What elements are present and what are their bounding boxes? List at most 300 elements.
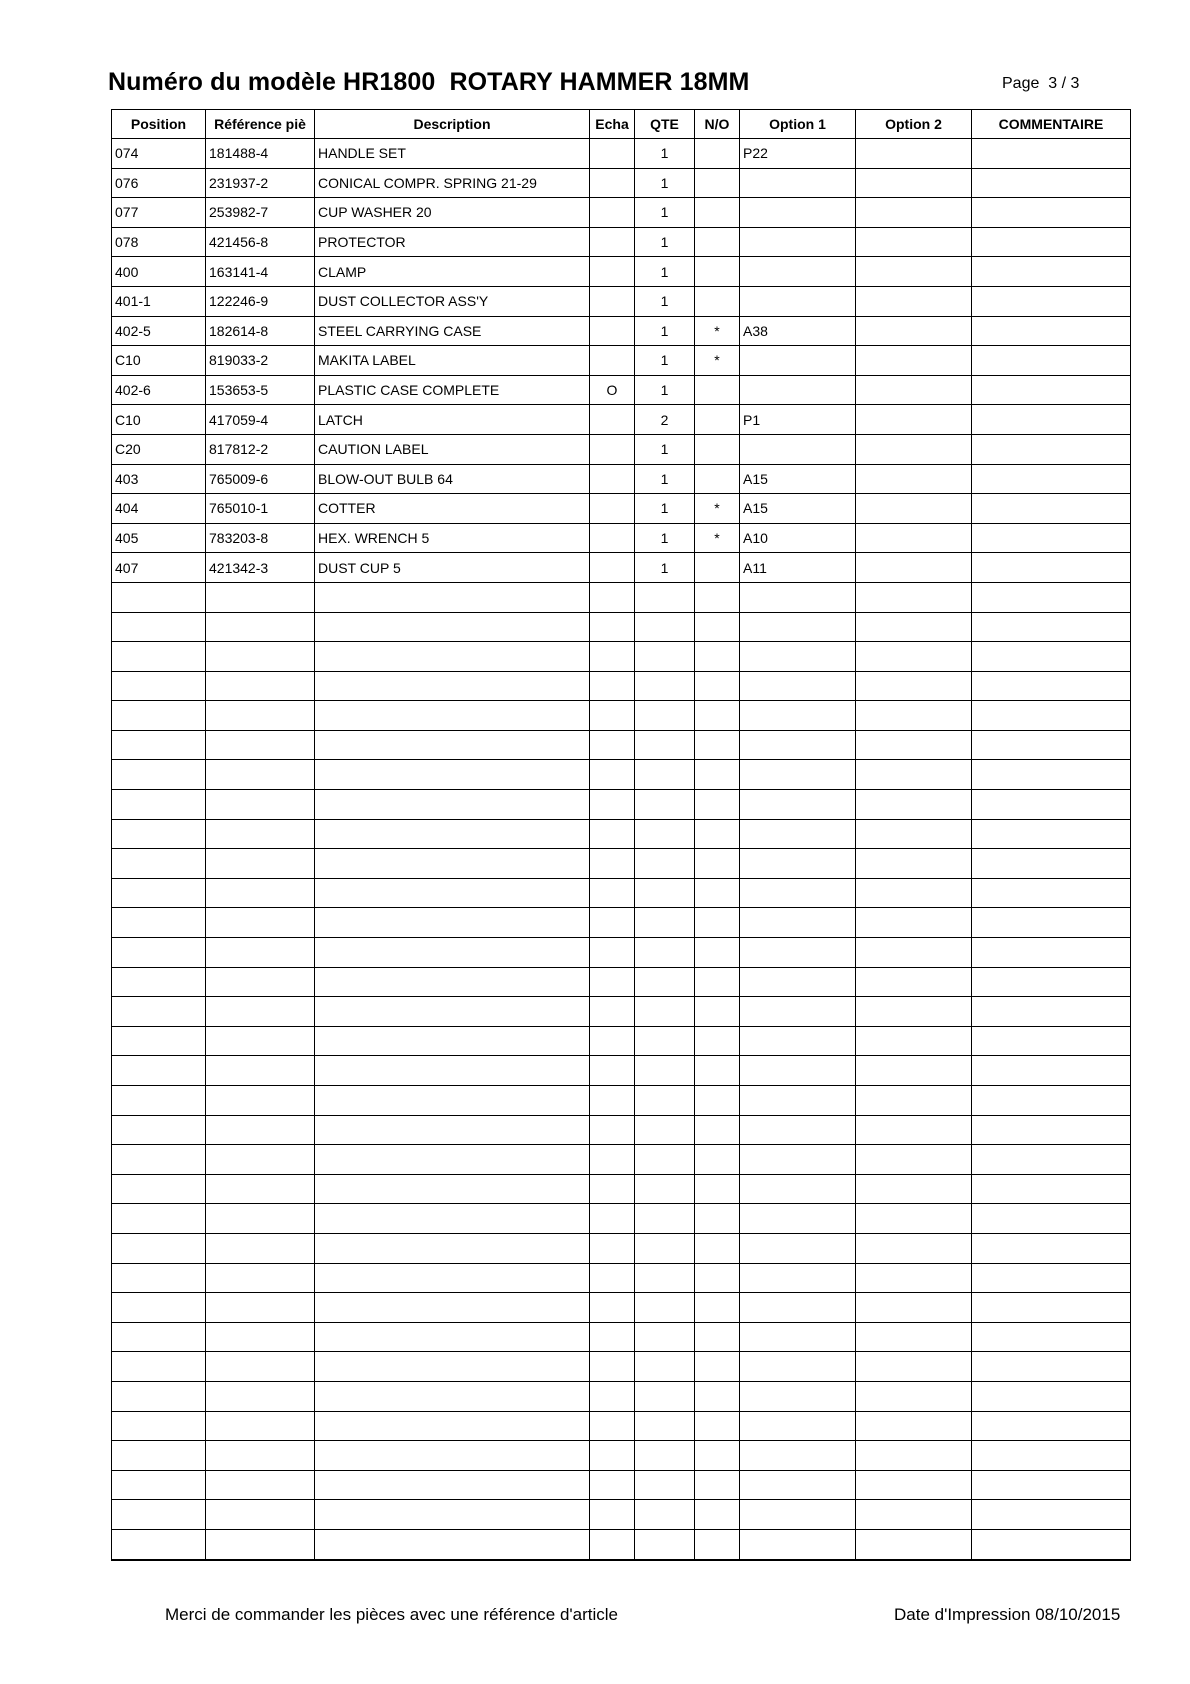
cell-echange (590, 1441, 635, 1471)
cell-echange (590, 1174, 635, 1204)
cell-echange (590, 1381, 635, 1411)
cell-position (112, 790, 206, 820)
cell-position: C20 (112, 434, 206, 464)
cell-no (695, 1293, 740, 1323)
column-header-option1: Option 1 (740, 110, 856, 139)
cell-reference: 819033-2 (206, 346, 315, 376)
cell-echange (590, 139, 635, 169)
cell-commentaire (972, 760, 1131, 790)
cell-description: MAKITA LABEL (315, 346, 590, 376)
cell-qte (635, 701, 695, 731)
cell-qte (635, 1529, 695, 1559)
empty-table-row (112, 1263, 1131, 1293)
cell-option1: P1 (740, 405, 856, 435)
cell-qte: 1 (635, 346, 695, 376)
table-row (112, 316, 1131, 346)
column-header-qte: QTE (635, 110, 695, 139)
cell-commentaire (972, 405, 1131, 435)
cell-no (695, 1352, 740, 1382)
cell-no (695, 701, 740, 731)
cell-reference (206, 760, 315, 790)
cell-reference: 765010-1 (206, 494, 315, 524)
cell-qte (635, 1115, 695, 1145)
cell-commentaire (972, 523, 1131, 553)
cell-echange (590, 434, 635, 464)
cell-qte (635, 878, 695, 908)
cell-position (112, 1470, 206, 1500)
cell-position (112, 1204, 206, 1234)
cell-option2 (856, 257, 972, 287)
cell-description (315, 760, 590, 790)
cell-commentaire (972, 1352, 1131, 1382)
cell-commentaire (972, 1026, 1131, 1056)
cell-option1 (740, 1529, 856, 1559)
cell-no (695, 938, 740, 968)
cell-qte (635, 582, 695, 612)
cell-no (695, 1500, 740, 1530)
cell-no (695, 1263, 740, 1293)
cell-option2 (856, 1263, 972, 1293)
cell-qte: 1 (635, 494, 695, 524)
cell-qte (635, 1145, 695, 1175)
cell-description (315, 1086, 590, 1116)
empty-table-row (112, 1026, 1131, 1056)
cell-option2 (856, 1086, 972, 1116)
cell-option2 (856, 1322, 972, 1352)
table-row (112, 553, 1131, 583)
cell-position (112, 1411, 206, 1441)
cell-reference: 122246-9 (206, 286, 315, 316)
cell-option2 (856, 1115, 972, 1145)
cell-description: COTTER (315, 494, 590, 524)
empty-table-row (112, 1352, 1131, 1382)
cell-no (695, 1174, 740, 1204)
empty-table-row (112, 1411, 1131, 1441)
cell-commentaire (972, 1293, 1131, 1323)
cell-no (695, 642, 740, 672)
page-number: Page 3 / 3 (1002, 75, 1080, 92)
cell-echange (590, 257, 635, 287)
cell-reference (206, 1056, 315, 1086)
cell-option1 (740, 1204, 856, 1234)
cell-echange (590, 1470, 635, 1500)
cell-no (695, 464, 740, 494)
cell-option1 (740, 938, 856, 968)
empty-table-row (112, 730, 1131, 760)
cell-qte: 1 (635, 523, 695, 553)
cell-reference (206, 730, 315, 760)
cell-commentaire (972, 1145, 1131, 1175)
cell-position (112, 1086, 206, 1116)
cell-echange (590, 1500, 635, 1530)
cell-no (695, 1441, 740, 1471)
cell-position: C10 (112, 346, 206, 376)
cell-reference (206, 1441, 315, 1471)
cell-description (315, 819, 590, 849)
cell-description (315, 1441, 590, 1471)
cell-no (695, 997, 740, 1027)
cell-commentaire (972, 464, 1131, 494)
cell-reference: 421456-8 (206, 227, 315, 257)
table-row (112, 168, 1131, 198)
cell-position: 400 (112, 257, 206, 287)
cell-reference (206, 1204, 315, 1234)
cell-echange (590, 198, 635, 228)
empty-table-row (112, 938, 1131, 968)
cell-no (695, 582, 740, 612)
cell-echange (590, 1145, 635, 1175)
cell-description (315, 1115, 590, 1145)
cell-qte (635, 1026, 695, 1056)
table-row (112, 286, 1131, 316)
column-header-echange: Echa (590, 110, 635, 139)
cell-no (695, 1322, 740, 1352)
cell-option1: P22 (740, 139, 856, 169)
column-header-description: Description (315, 110, 590, 139)
cell-option2 (856, 434, 972, 464)
cell-option2 (856, 582, 972, 612)
cell-commentaire (972, 434, 1131, 464)
cell-option1 (740, 760, 856, 790)
cell-option2 (856, 553, 972, 583)
cell-reference (206, 1381, 315, 1411)
cell-position (112, 849, 206, 879)
cell-qte: 1 (635, 198, 695, 228)
cell-option2 (856, 701, 972, 731)
cell-position (112, 1352, 206, 1382)
cell-option2 (856, 1233, 972, 1263)
cell-echange (590, 790, 635, 820)
cell-echange (590, 464, 635, 494)
cell-description (315, 1204, 590, 1234)
cell-description (315, 1026, 590, 1056)
cell-echange (590, 730, 635, 760)
cell-description (315, 730, 590, 760)
table-row (112, 405, 1131, 435)
cell-position (112, 878, 206, 908)
cell-reference (206, 1411, 315, 1441)
cell-option2 (856, 1529, 972, 1559)
cell-position (112, 1529, 206, 1559)
cell-no (695, 819, 740, 849)
cell-commentaire (972, 878, 1131, 908)
empty-table-row (112, 1529, 1131, 1559)
cell-position (112, 908, 206, 938)
cell-qte (635, 1174, 695, 1204)
cell-qte (635, 1293, 695, 1323)
cell-option1 (740, 612, 856, 642)
cell-option1 (740, 1233, 856, 1263)
cell-qte (635, 790, 695, 820)
cell-qte: 1 (635, 286, 695, 316)
cell-option2 (856, 1026, 972, 1056)
cell-position (112, 730, 206, 760)
cell-reference (206, 1470, 315, 1500)
cell-no (695, 878, 740, 908)
cell-reference (206, 701, 315, 731)
cell-reference (206, 1115, 315, 1145)
cell-option2 (856, 878, 972, 908)
table-row (112, 198, 1131, 228)
cell-option2 (856, 997, 972, 1027)
cell-commentaire (972, 346, 1131, 376)
empty-table-row (112, 642, 1131, 672)
cell-reference (206, 1233, 315, 1263)
cell-position (112, 1145, 206, 1175)
cell-no (695, 671, 740, 701)
cell-no (695, 1026, 740, 1056)
cell-no (695, 1115, 740, 1145)
cell-option1 (740, 701, 856, 731)
cell-position (112, 997, 206, 1027)
empty-table-row (112, 1056, 1131, 1086)
cell-qte (635, 1470, 695, 1500)
cell-option1 (740, 671, 856, 701)
empty-table-row (112, 1293, 1131, 1323)
cell-position (112, 642, 206, 672)
table-row (112, 434, 1131, 464)
cell-option2 (856, 938, 972, 968)
cell-qte (635, 642, 695, 672)
cell-qte (635, 819, 695, 849)
cell-reference: 817812-2 (206, 434, 315, 464)
cell-echange (590, 642, 635, 672)
cell-echange (590, 405, 635, 435)
cell-position (112, 612, 206, 642)
cell-position (112, 819, 206, 849)
cell-no: * (695, 494, 740, 524)
cell-commentaire (972, 701, 1131, 731)
cell-position: 402-5 (112, 316, 206, 346)
cell-option2 (856, 1174, 972, 1204)
cell-commentaire (972, 257, 1131, 287)
cell-echange: O (590, 375, 635, 405)
cell-option2 (856, 642, 972, 672)
column-header-position: Position (112, 110, 206, 139)
column-header-no: N/O (695, 110, 740, 139)
table-row (112, 494, 1131, 524)
cell-reference (206, 878, 315, 908)
cell-qte (635, 997, 695, 1027)
empty-table-row (112, 878, 1131, 908)
cell-echange (590, 819, 635, 849)
cell-option2 (856, 1381, 972, 1411)
empty-table-row (112, 849, 1131, 879)
table-header-row (112, 110, 1131, 139)
cell-no (695, 1056, 740, 1086)
cell-commentaire (972, 997, 1131, 1027)
cell-no (695, 1145, 740, 1175)
cell-option1 (740, 375, 856, 405)
cell-echange (590, 938, 635, 968)
cell-position (112, 1293, 206, 1323)
cell-echange (590, 227, 635, 257)
cell-position (112, 1322, 206, 1352)
empty-table-row (112, 671, 1131, 701)
cell-no (695, 286, 740, 316)
cell-description (315, 1174, 590, 1204)
document-title: Numéro du modèle HR1800 ROTARY HAMMER 18MM (108, 68, 750, 96)
cell-description (315, 790, 590, 820)
cell-option1 (740, 434, 856, 464)
cell-position (112, 1381, 206, 1411)
cell-no (695, 1411, 740, 1441)
cell-echange (590, 878, 635, 908)
cell-qte: 1 (635, 227, 695, 257)
cell-description (315, 908, 590, 938)
cell-qte (635, 671, 695, 701)
cell-commentaire (972, 819, 1131, 849)
cell-description: STEEL CARRYING CASE (315, 316, 590, 346)
cell-reference: 765009-6 (206, 464, 315, 494)
cell-commentaire (972, 1086, 1131, 1116)
cell-qte (635, 967, 695, 997)
cell-echange (590, 1322, 635, 1352)
cell-option2 (856, 375, 972, 405)
cell-description (315, 1293, 590, 1323)
cell-position: 078 (112, 227, 206, 257)
empty-table-row (112, 582, 1131, 612)
cell-option1 (740, 730, 856, 760)
cell-description (315, 938, 590, 968)
cell-description (315, 1145, 590, 1175)
cell-no (695, 434, 740, 464)
cell-description: CUP WASHER 20 (315, 198, 590, 228)
empty-table-row (112, 1204, 1131, 1234)
cell-option2 (856, 1500, 972, 1530)
cell-no (695, 1233, 740, 1263)
cell-commentaire (972, 730, 1131, 760)
cell-reference (206, 1500, 315, 1530)
cell-position (112, 967, 206, 997)
cell-echange (590, 1204, 635, 1234)
cell-echange (590, 346, 635, 376)
cell-no (695, 1086, 740, 1116)
cell-commentaire (972, 642, 1131, 672)
cell-echange (590, 1026, 635, 1056)
table-row (112, 464, 1131, 494)
cell-reference (206, 1174, 315, 1204)
empty-table-row (112, 790, 1131, 820)
cell-reference: 231937-2 (206, 168, 315, 198)
empty-table-row (112, 1381, 1131, 1411)
cell-commentaire (972, 1115, 1131, 1145)
cell-no (695, 790, 740, 820)
empty-table-row (112, 701, 1131, 731)
cell-position: 403 (112, 464, 206, 494)
column-header-commentaire: COMMENTAIRE (972, 110, 1131, 139)
cell-option2 (856, 523, 972, 553)
cell-echange (590, 286, 635, 316)
cell-option1 (740, 1322, 856, 1352)
cell-option1: A38 (740, 316, 856, 346)
cell-option2 (856, 730, 972, 760)
cell-option1 (740, 1470, 856, 1500)
table-row (112, 139, 1131, 169)
cell-reference (206, 1086, 315, 1116)
cell-position (112, 1026, 206, 1056)
cell-no (695, 168, 740, 198)
cell-option1: A15 (740, 494, 856, 524)
cell-commentaire (972, 1529, 1131, 1559)
cell-qte (635, 760, 695, 790)
cell-option2 (856, 1293, 972, 1323)
cell-qte (635, 849, 695, 879)
cell-description (315, 642, 590, 672)
cell-position: 074 (112, 139, 206, 169)
cell-description (315, 1500, 590, 1530)
cell-echange (590, 1233, 635, 1263)
cell-option1: A10 (740, 523, 856, 553)
cell-echange (590, 1115, 635, 1145)
cell-commentaire (972, 1233, 1131, 1263)
cell-option1 (740, 1145, 856, 1175)
table-row (112, 227, 1131, 257)
cell-qte: 1 (635, 316, 695, 346)
cell-echange (590, 908, 635, 938)
cell-position: 401-1 (112, 286, 206, 316)
cell-commentaire (972, 494, 1131, 524)
cell-echange (590, 1086, 635, 1116)
cell-option2 (856, 849, 972, 879)
empty-table-row (112, 819, 1131, 849)
cell-no (695, 139, 740, 169)
cell-commentaire (972, 168, 1131, 198)
cell-option2 (856, 1411, 972, 1441)
cell-option2 (856, 1145, 972, 1175)
cell-option2 (856, 1470, 972, 1500)
cell-echange (590, 1293, 635, 1323)
cell-reference (206, 671, 315, 701)
cell-description (315, 997, 590, 1027)
cell-position (112, 1056, 206, 1086)
cell-position (112, 1115, 206, 1145)
cell-qte (635, 1441, 695, 1471)
cell-no (695, 375, 740, 405)
cell-no (695, 198, 740, 228)
cell-commentaire (972, 1174, 1131, 1204)
footer-print-date: Date d'Impression 08/10/2015 (894, 1605, 1121, 1624)
cell-qte: 1 (635, 464, 695, 494)
cell-option2 (856, 1441, 972, 1471)
cell-option1 (740, 1174, 856, 1204)
cell-description: CONICAL COMPR. SPRING 21-29 (315, 168, 590, 198)
cell-option2 (856, 405, 972, 435)
cell-no (695, 849, 740, 879)
cell-option2 (856, 346, 972, 376)
cell-commentaire (972, 1500, 1131, 1530)
cell-echange (590, 1352, 635, 1382)
cell-description (315, 1352, 590, 1382)
cell-description: LATCH (315, 405, 590, 435)
cell-position (112, 1500, 206, 1530)
cell-commentaire (972, 671, 1131, 701)
cell-commentaire (972, 198, 1131, 228)
cell-echange (590, 1263, 635, 1293)
cell-reference: 417059-4 (206, 405, 315, 435)
cell-position (112, 1441, 206, 1471)
cell-commentaire (972, 139, 1131, 169)
cell-position (112, 938, 206, 968)
cell-qte (635, 1263, 695, 1293)
cell-option1 (740, 168, 856, 198)
cell-position: 407 (112, 553, 206, 583)
cell-qte: 1 (635, 434, 695, 464)
cell-reference: 253982-7 (206, 198, 315, 228)
cell-reference (206, 1145, 315, 1175)
cell-qte: 1 (635, 375, 695, 405)
cell-position (112, 760, 206, 790)
